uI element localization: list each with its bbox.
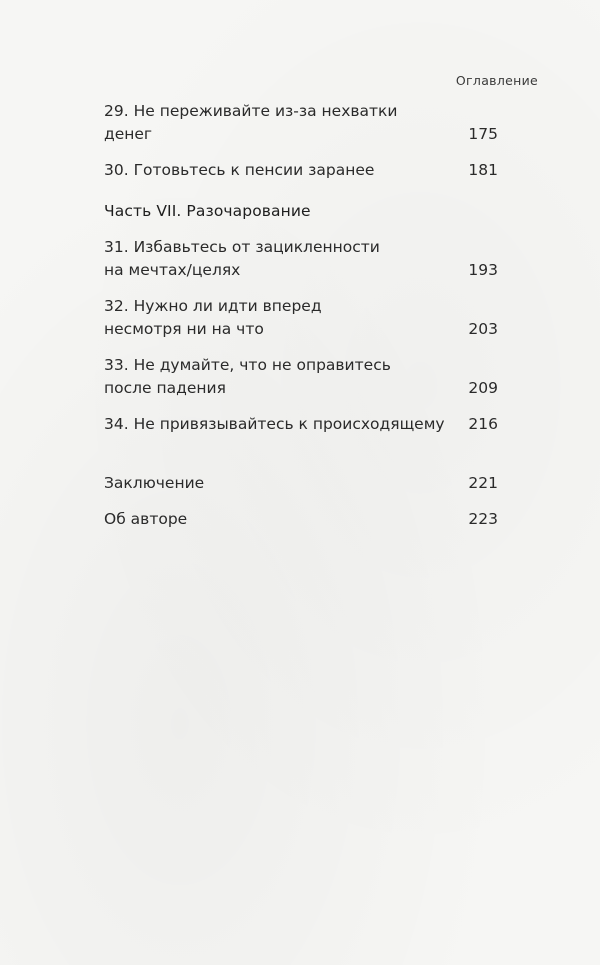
toc-entry-title-line2: несмотря ни на что: [104, 320, 264, 338]
toc-entry-page: 216: [468, 415, 498, 433]
toc-entry-page: 193: [468, 261, 498, 279]
toc-entry-title: 34. Не привязывайтесь к происходящему: [104, 415, 445, 433]
toc-entry-title-line1: 32. Нужно ли идти вперед: [104, 297, 322, 315]
toc-entry-title: Об авторе: [104, 510, 188, 528]
toc-entry-title: 29. Не переживайте из-за нехватки денег: [104, 102, 398, 143]
toc-entry-page: 203: [468, 320, 498, 338]
toc-entry-32: [104, 295, 498, 341]
toc-entry-34: [104, 413, 498, 436]
toc-entry-31: [104, 236, 498, 282]
toc-entry-title-line1: 33. Не думайте, что не оправитесь: [104, 356, 391, 374]
toc-entry-33: [104, 354, 498, 400]
toc-entry-title-line2: на мечтах/целях: [104, 261, 241, 279]
toc-entry-title-line1: 31. Избавьтесь от зацикленности: [104, 238, 380, 256]
toc-entry-conclusion: [104, 472, 498, 495]
toc-entry-page: 209: [468, 379, 498, 397]
toc-entry-page: 223: [468, 510, 498, 528]
running-head: Оглавление: [455, 73, 538, 88]
toc-entry-title: 30. Готовьтесь к пенсии заранее: [104, 161, 375, 179]
toc-entry-page: 175: [468, 125, 498, 143]
toc-entry-about-author: [104, 508, 498, 531]
table-of-contents: [104, 100, 498, 531]
toc-entry-29: [104, 100, 498, 146]
toc-entry-30: [104, 159, 498, 182]
toc-entry-title-line2: после падения: [104, 379, 226, 397]
toc-entry-page: 221: [468, 474, 498, 492]
part-heading: Часть VII. Разочарование: [104, 202, 311, 220]
toc-entry-page: 181: [468, 161, 498, 179]
toc-entry-title: Заключение: [104, 474, 205, 492]
